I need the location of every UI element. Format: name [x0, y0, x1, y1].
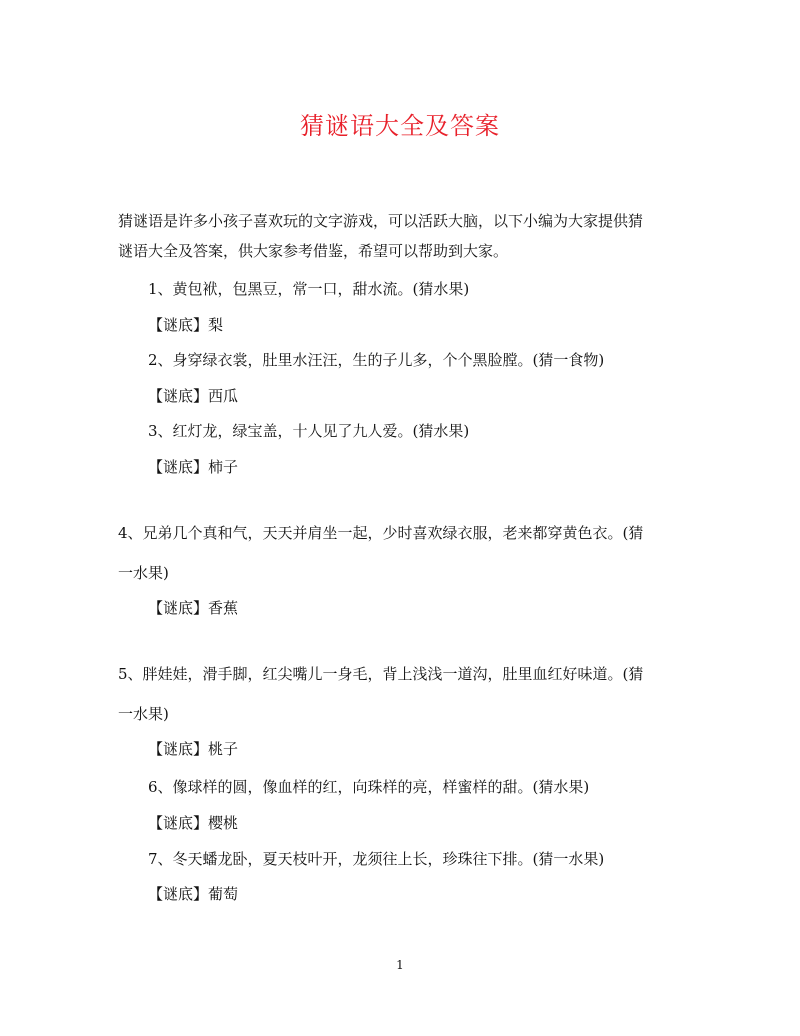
riddle-6-answer: 【谜底】樱桃	[148, 814, 239, 832]
riddle-5-question-line-1: 5、胖娃娃，滑手脚，红尖嘴儿一身毛，背上浅浅一道沟，肚里血红好味道。(猜	[118, 665, 644, 683]
riddle-2-question: 2、身穿绿衣裳，肚里水汪汪，生的子儿多，个个黑脸膛。(猜一食物)	[148, 351, 605, 369]
riddle-1-answer: 【谜底】梨	[148, 316, 224, 334]
riddle-4-question-line-1: 4、兄弟几个真和气，天天并肩坐一起，少时喜欢绿衣服，老来都穿黄色衣。(猜	[118, 524, 644, 542]
riddle-4-answer: 【谜底】香蕉	[148, 599, 239, 617]
riddle-5-question-line-2: 一水果)	[118, 705, 169, 723]
riddle-7-answer: 【谜底】葡萄	[148, 885, 239, 903]
intro-line-2: 谜语大全及答案，供大家参考借鉴，希望可以帮助到大家。	[118, 242, 509, 260]
riddle-3-question: 3、红灯龙，绿宝盖，十人见了九人爱。(猜水果)	[148, 422, 470, 440]
riddle-6-question: 6、像球样的圆，像血样的红，向珠样的亮，样蜜样的甜。(猜水果)	[148, 778, 590, 796]
riddle-4-question-line-2: 一水果)	[118, 564, 169, 582]
page-number: 1	[396, 958, 404, 972]
riddle-5-answer: 【谜底】桃子	[148, 740, 239, 758]
document-title: 猜谜语大全及答案	[300, 112, 500, 140]
intro-line-1: 猜谜语是许多小孩子喜欢玩的文字游戏，可以活跃大脑，以下小编为大家提供猜	[118, 212, 644, 230]
riddle-3-answer: 【谜底】柿子	[148, 458, 239, 476]
riddle-7-question: 7、冬天蟠龙卧，夏天枝叶开，龙须往上长，珍珠往下排。(猜一水果)	[148, 850, 605, 868]
riddle-2-answer: 【谜底】西瓜	[148, 387, 239, 405]
riddle-1-question: 1、黄包袱，包黑豆，常一口，甜水流。(猜水果)	[148, 280, 470, 298]
